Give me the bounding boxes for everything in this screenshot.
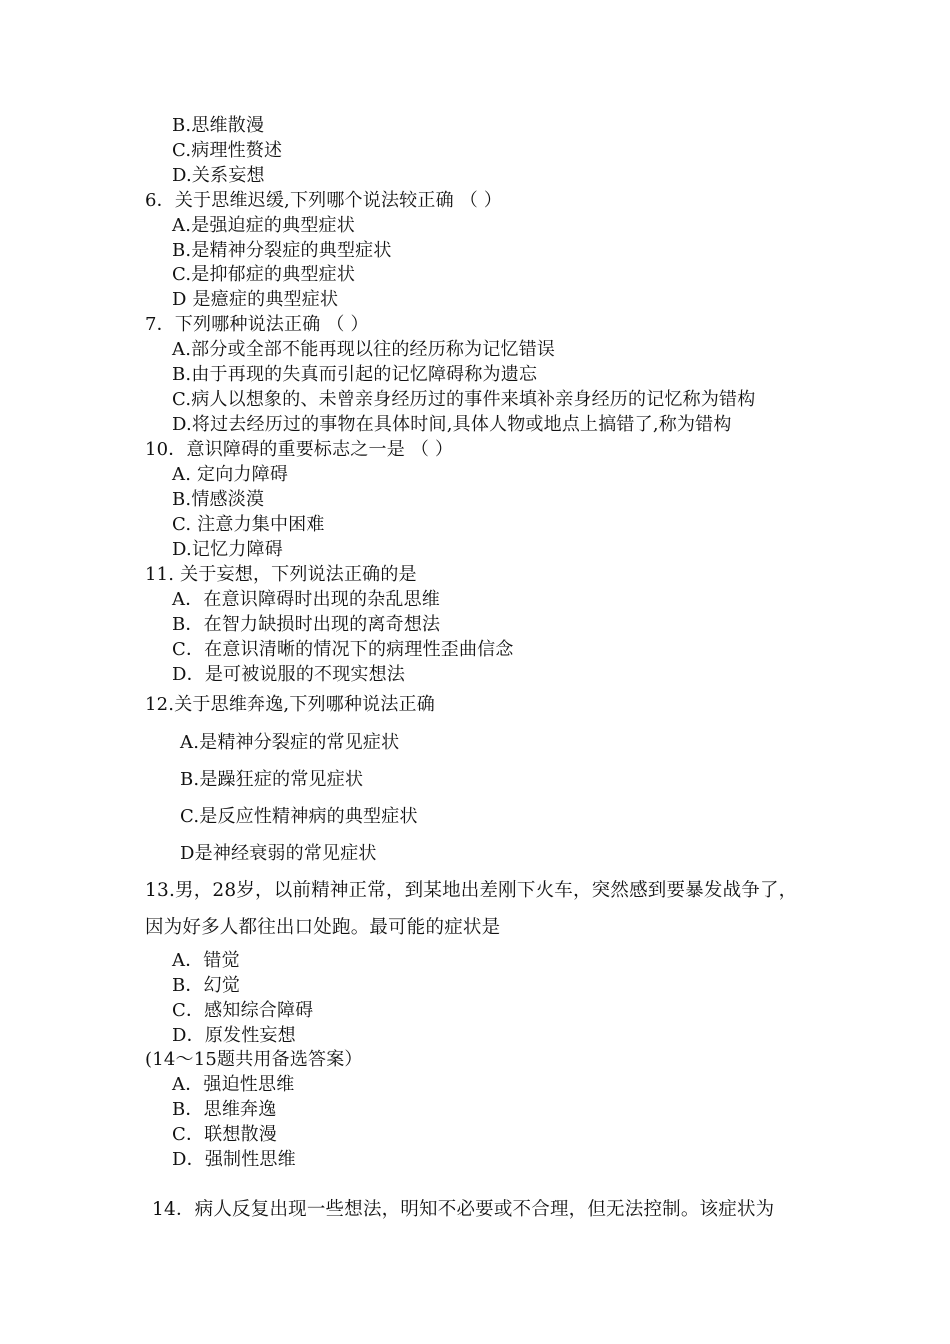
- q13-stem-line1: 13.男，28岁，以前精神正常，到某地出差刚下火车，突然感到要暴发战争了，: [145, 880, 798, 901]
- q12-option-c: C.是反应性精神病的典型症状: [180, 806, 418, 827]
- q13-stem-line2: 因为好多人都往出口处跑。最可能的症状是: [145, 917, 501, 938]
- q13-option-c: C．感知综合障碍: [172, 1000, 314, 1021]
- shared-option-d: D．强制性思维: [172, 1149, 296, 1170]
- q11-option-d: D．是可被说服的不现实想法: [172, 664, 406, 685]
- shared-option-b: B．思维奔逸: [172, 1099, 277, 1120]
- q11-option-b: B．在智力缺损时出现的离奇想法: [172, 614, 441, 635]
- q12-stem: 12.关于思维奔逸,下列哪种说法正确: [145, 694, 435, 715]
- q13-option-d: D．原发性妄想: [172, 1025, 296, 1046]
- shared-option-a: A．强迫性思维: [172, 1074, 295, 1095]
- q7-option-b: B.由于再现的失真而引起的记忆障碍称为遗忘: [172, 364, 538, 385]
- q6-option-d: D 是癔症的典型症状: [172, 289, 339, 310]
- q6-option-b: B.是精神分裂症的典型症状: [172, 240, 392, 261]
- q6-stem: 6．关于思维迟缓,下列哪个说法较正确 （ ）: [145, 190, 503, 211]
- q11-stem: 11. 关于妄想，下列说法正确的是: [145, 564, 417, 585]
- q5-option-c: C.病理性赘述: [172, 140, 283, 161]
- q5-option-d: D.关系妄想: [172, 165, 265, 186]
- shared-options-heading: (14～15题共用备选答案）: [145, 1049, 363, 1070]
- q10-stem: 10．意识障碍的重要标志之一是 （ ）: [145, 439, 454, 460]
- q7-option-a: A.部分或全部不能再现以往的经历称为记忆错误: [172, 339, 556, 360]
- q11-option-c: C．在意识清晰的情况下的病理性歪曲信念: [172, 639, 514, 660]
- q6-option-c: C.是抑郁症的典型症状: [172, 264, 356, 285]
- q10-option-d: D.记忆力障碍: [172, 539, 283, 560]
- q12-option-b: B.是躁狂症的常见症状: [180, 769, 364, 790]
- q13-option-b: B．幻觉: [172, 975, 241, 996]
- q5-option-b: B.思维散漫: [172, 115, 265, 136]
- q10-option-c: C. 注意力集中困难: [172, 514, 325, 535]
- q10-option-a: A. 定向力障碍: [172, 464, 289, 485]
- q10-option-b: B.情感淡漠: [172, 489, 265, 510]
- q12-option-d: D是神经衰弱的常见症状: [180, 843, 377, 864]
- q6-option-a: A.是强迫症的典型症状: [172, 215, 355, 236]
- q7-option-c: C.病人以想象的、未曾亲身经历过的事件来填补亲身经历的记忆称为错构: [172, 389, 756, 410]
- q13-option-a: A．错觉: [172, 950, 240, 971]
- q14-stem: 14．病人反复出现一些想法，明知不必要或不合理，但无法控制。该症状为: [152, 1199, 775, 1220]
- q11-option-a: A．在意识障碍时出现的杂乱思维: [172, 589, 440, 610]
- q12-option-a: A.是精神分裂症的常见症状: [180, 732, 400, 753]
- shared-option-c: C．联想散漫: [172, 1124, 277, 1145]
- q7-option-d: D.将过去经历过的事物在具体时间,具体人物或地点上搞错了,称为错构: [172, 414, 732, 435]
- q7-stem: 7．下列哪种说法正确 （ ）: [145, 314, 369, 335]
